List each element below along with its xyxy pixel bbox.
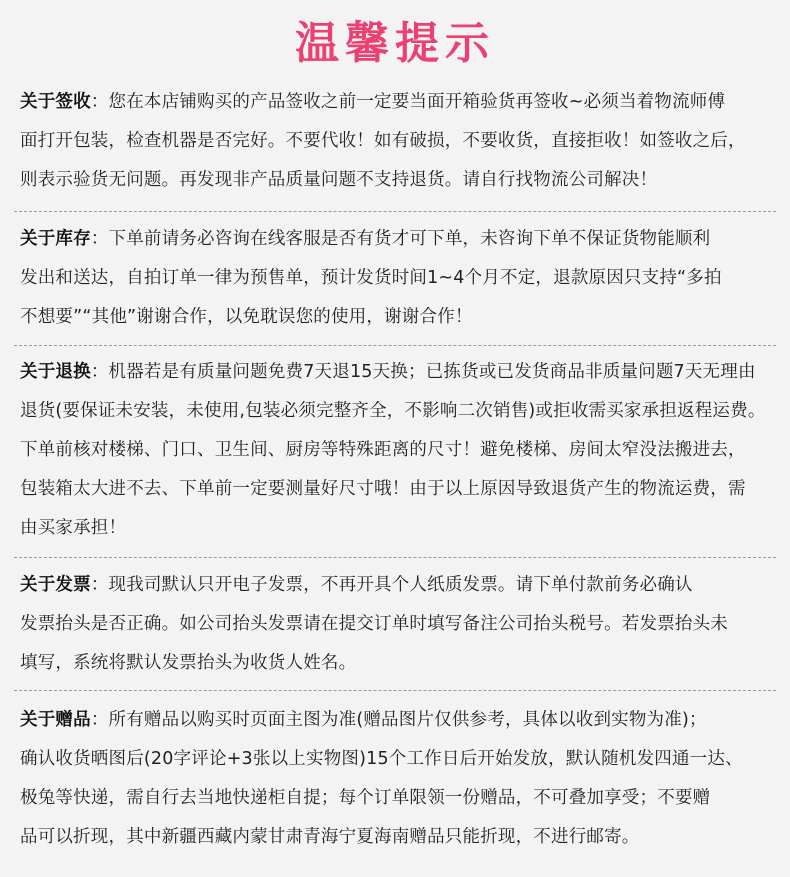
section-label: 关于发票 — [20, 575, 91, 595]
text-line: 品可以折现，其中新疆西藏内蒙甘肃青海宁夏海南赠品只能折现，不进行邮寄。 — [20, 827, 640, 847]
divider — [14, 211, 776, 212]
text-line: 填写，系统将默认发票抬头为收货人姓名。 — [20, 653, 357, 673]
section-returns — [20, 353, 772, 548]
text-line: 确认收货晒图后(20字评论+3张以上实物图)15个工作日后开始发放，默认随机发四通一达、 — [20, 749, 743, 769]
text-line: 关于退换：机器若是有质量问题免费7天退15天换；已拣货或已发货商品非质量问题7天无理由 — [20, 362, 756, 382]
section-label: 关于库存 — [20, 229, 91, 249]
section-sign-for — [20, 83, 772, 200]
section-label: 关于赠品 — [20, 710, 91, 730]
text-line: 下单前核对楼梯、门口、卫生间、厨房等特殊距离的尺寸！避免楼梯、房间太窄没法搬进去， — [20, 440, 746, 460]
divider — [14, 557, 776, 558]
text-line: 发票抬头是否正确。如公司抬头发票请在提交订单时填写备注公司抬头税号。若发票抬头未 — [20, 614, 728, 634]
section-label: 关于签收 — [20, 92, 91, 112]
divider — [14, 345, 776, 346]
divider — [14, 690, 776, 691]
text-line: 极兔等快递，需自行去当地快递柜自提；每个订单限领一份赠品，不可叠加享受；不要赠 — [20, 788, 711, 808]
text-line: 关于赠品：所有赠品以购买时页面主图为准(赠品图片仅供参考，具体以收到实物为准)； — [20, 710, 707, 730]
text-line: 发出和送达，自拍订单一律为预售单，预计发货时间1~4个月不定，退款原因只支持“多拍 — [20, 268, 722, 288]
text-line: 退货(要保证未安装，未使用,包装必须完整齐全，不影响二次销售)或拒收需买家承担返程运费。 — [20, 401, 766, 421]
section-inventory — [20, 220, 772, 337]
section-label: 关于退换 — [20, 362, 91, 382]
text-line: 不想要”“其他”谢谢合作，以免耽误您的使用，谢谢合作！ — [20, 307, 473, 327]
text-line: 包装箱太大进不去、下单前一定要测量好尺寸哦！由于以上原因导致退货产生的物流运费，需 — [20, 479, 746, 499]
text-line: 关于库存：下单前请务必咨询在线客服是否有货才可下单，未咨询下单不保证货物能顺利 — [20, 229, 711, 249]
text-line: 由买家承担！ — [20, 518, 127, 538]
text-line: 则表示验货无问题。再发现非产品质量问题不支持退货。请自行找物流公司解决！ — [20, 170, 658, 190]
section-gifts — [20, 701, 772, 857]
page-title: 温馨提示 — [295, 18, 495, 69]
text-line: 关于签收：您在本店铺购买的产品签收之前一定要当面开箱验货再签收~必须当着物流师傅 — [20, 92, 726, 112]
text-line: 关于发票：现我司默认只开电子发票，不再开具个人纸质发票。请下单付款前务必确认 — [20, 575, 693, 595]
text-line: 面打开包装，检查机器是否完好。不要代收！如有破损，不要收货，直接拒收！如签收之后， — [20, 131, 746, 151]
section-invoice — [20, 566, 772, 683]
